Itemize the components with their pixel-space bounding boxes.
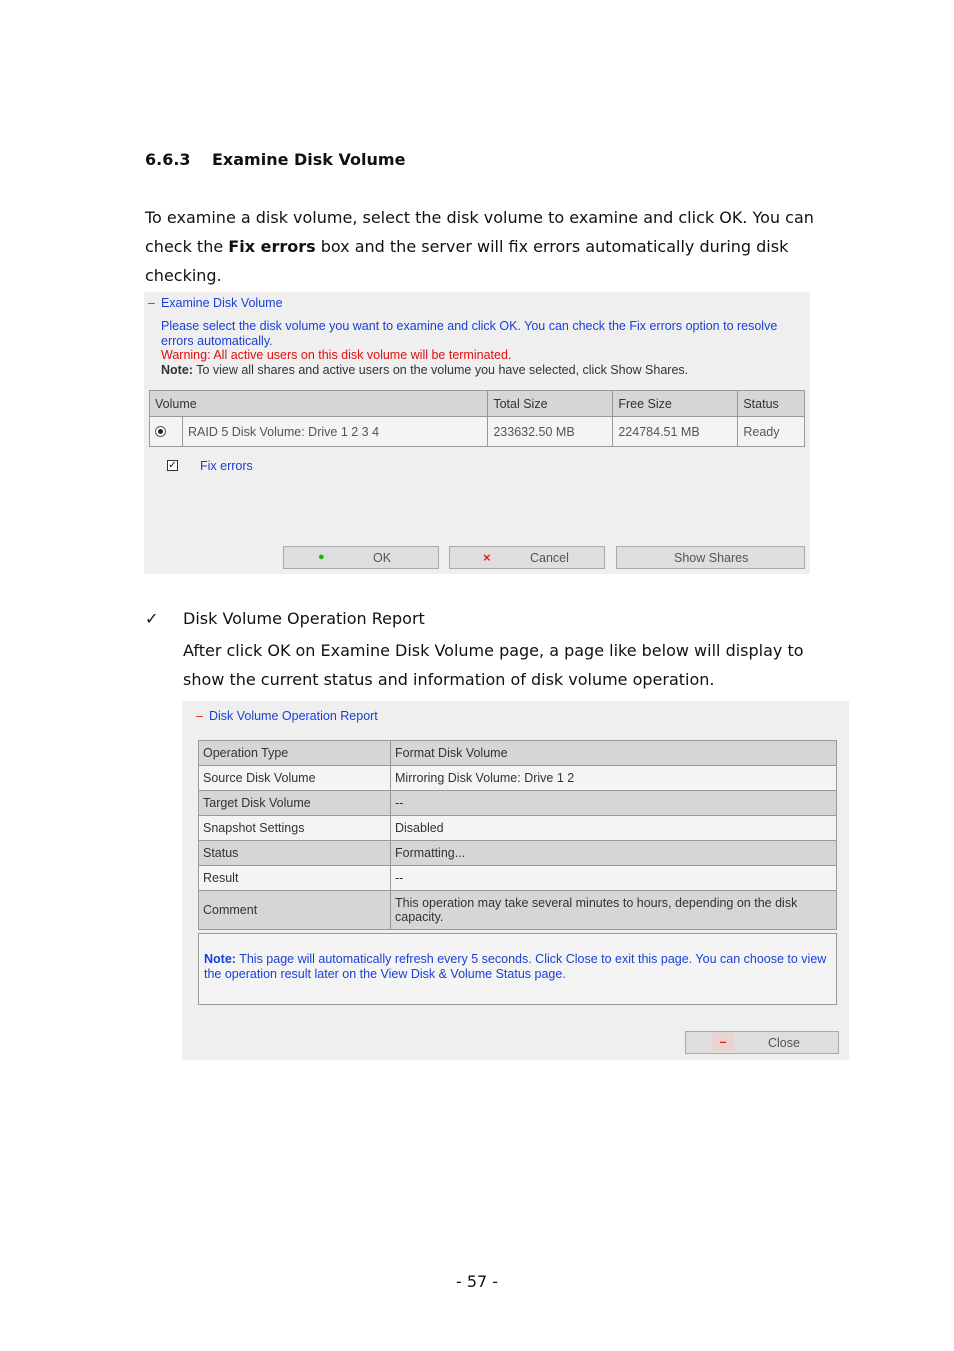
ok-button-label: OK — [373, 551, 392, 565]
row-label: Snapshot Settings — [199, 816, 391, 841]
fix-errors-label[interactable]: Fix errors — [200, 459, 253, 473]
report-note-text: This page will automatically refresh every 5 seconds. Click Close to exit this page. You can choose to view the operation result later on the View Disk & Volume Status page. — [204, 952, 827, 981]
show-shares-button[interactable] — [616, 546, 805, 569]
col-status: Status — [738, 391, 805, 417]
volume-table-header — [150, 391, 805, 417]
table-row — [150, 417, 805, 447]
ok-button[interactable] — [283, 546, 439, 569]
table-row — [199, 741, 837, 766]
cancel-button-label: Cancel — [530, 551, 569, 565]
cancel-button[interactable] — [449, 546, 605, 569]
ok-dot-icon: ● — [318, 551, 325, 563]
row-label: Comment — [199, 891, 391, 930]
row-value: Formatting... — [391, 841, 837, 866]
report-note-label: Note: — [204, 952, 236, 966]
cancel-x-icon: × — [483, 550, 491, 565]
examine-panel-title[interactable] — [148, 296, 283, 310]
report-table — [198, 740, 837, 930]
intro-bold: Fix errors — [228, 237, 316, 256]
warning-text: Warning: All active users on this disk volume will be terminated. — [161, 348, 512, 362]
examine-instructions — [161, 319, 801, 377]
report-note-box — [198, 933, 837, 1005]
section-heading — [145, 150, 405, 169]
examine-panel-title-text: Examine Disk Volume — [160, 296, 283, 310]
row-value: -- — [391, 866, 837, 891]
row-value: -- — [391, 791, 837, 816]
table-row — [199, 791, 837, 816]
row-label: Status — [199, 841, 391, 866]
report-bullet-title: Disk Volume Operation Report — [183, 609, 425, 628]
table-row — [199, 766, 837, 791]
volume-radio[interactable] — [155, 426, 166, 437]
row-label: Operation Type — [199, 741, 391, 766]
row-label: Target Disk Volume — [199, 791, 391, 816]
table-row — [199, 891, 837, 930]
instruction-text: Please select the disk volume you want to examine and click OK. You can check the Fix errors option to resolve errors automatically. — [161, 319, 778, 348]
intro-text-2: box and the server will fix errors automatically during disk checking. — [145, 237, 789, 285]
cell-free-size: 224784.51 MB — [613, 417, 738, 447]
operation-report-panel — [182, 701, 849, 1060]
row-value: Disabled — [391, 816, 837, 841]
cell-volume: RAID 5 Disk Volume: Drive 1 2 3 4 — [183, 417, 488, 447]
report-description: After click OK on Examine Disk Volume page, a page like below will display to show the current status and information of disk volume operation. — [183, 641, 804, 689]
row-value: Format Disk Volume — [391, 741, 837, 766]
collapse-icon[interactable]: – — [196, 709, 203, 723]
checkmark-icon: ✓ — [145, 609, 159, 628]
cell-total-size: 233632.50 MB — [488, 417, 613, 447]
row-label: Source Disk Volume — [199, 766, 391, 791]
fix-errors-checkbox[interactable]: ✓ — [168, 460, 177, 471]
col-free-size: Free Size — [613, 391, 738, 417]
volume-table — [149, 390, 805, 447]
intro-paragraph — [145, 203, 815, 290]
radio-cell — [150, 417, 183, 447]
col-volume: Volume — [150, 391, 488, 417]
note-line — [161, 363, 801, 378]
note-text: To view all shares and active users on the volume you have selected, click Show Shares. — [192, 362, 689, 377]
examine-disk-volume-panel — [144, 292, 810, 574]
row-value: Mirroring Disk Volume: Drive 1 2 — [391, 766, 837, 791]
close-button[interactable] — [685, 1031, 839, 1054]
report-panel-title[interactable] — [196, 709, 378, 723]
table-row — [199, 866, 837, 891]
report-note — [204, 952, 834, 981]
table-row — [199, 816, 837, 841]
note-label: Note: — [161, 362, 193, 377]
intro-text-1: To examine a disk volume, select the disk volume to examine and click OK. You can check the — [145, 208, 814, 256]
row-value: This operation may take several minutes to hours, depending on the disk capacity. — [391, 891, 837, 930]
table-row — [199, 841, 837, 866]
report-panel-title-text: Disk Volume Operation Report — [208, 709, 378, 723]
row-label: Result — [199, 866, 391, 891]
close-minus-icon: – — [712, 1033, 734, 1051]
collapse-icon[interactable]: – — [148, 296, 155, 310]
cell-status: Ready — [738, 417, 805, 447]
section-title: Examine Disk Volume — [212, 150, 406, 169]
close-button-label: Close — [768, 1036, 800, 1050]
report-bullet — [145, 609, 425, 628]
section-number: 6.6.3 — [145, 150, 191, 169]
show-shares-button-label: Show Shares — [674, 551, 749, 565]
col-total-size: Total Size — [488, 391, 613, 417]
page-number: - 57 - — [455, 1272, 499, 1291]
